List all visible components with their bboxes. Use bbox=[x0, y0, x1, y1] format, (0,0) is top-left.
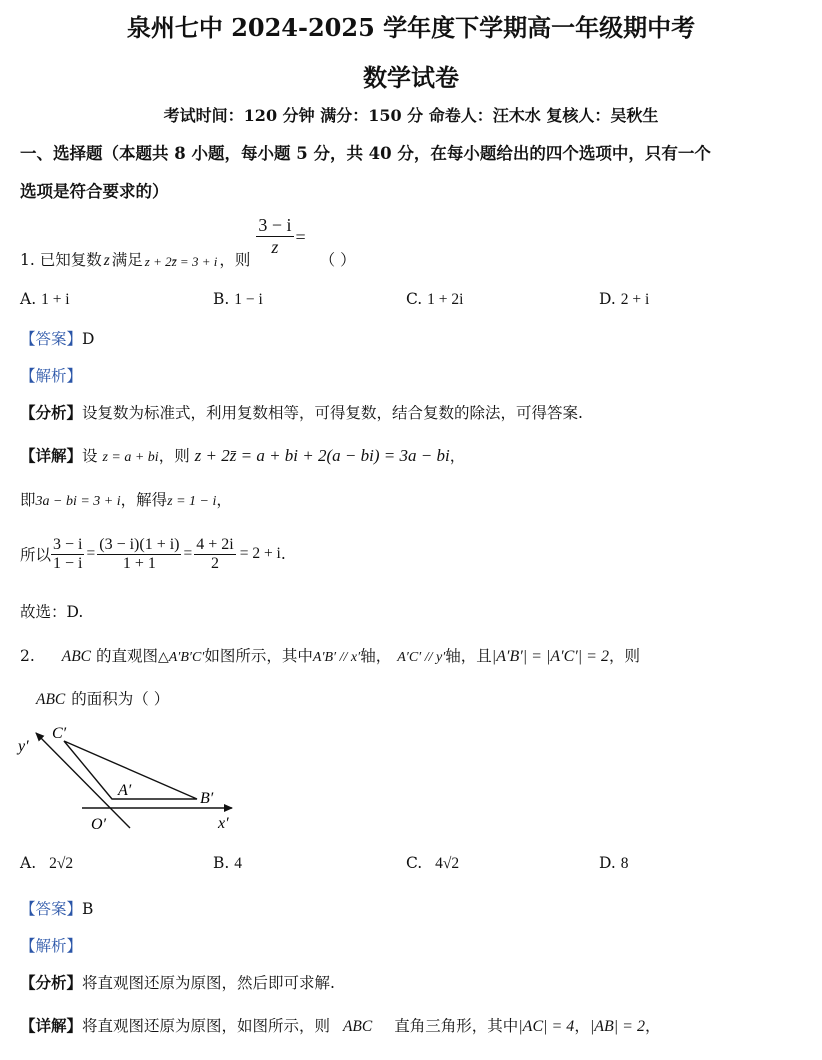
q1-var-z: z bbox=[103, 252, 110, 269]
label-a-prime: A′ bbox=[118, 782, 132, 799]
q2-analysis-tag: 【解析】 bbox=[20, 937, 83, 955]
label-x-prime: x′ bbox=[218, 815, 229, 832]
q2-stem-line1: 2. ABC 的直观图△A′B′C′如图所示，其中A′B′ // x′轴， A′C′ // y′轴，且|A′B′| = |A′C′| = 2，则 bbox=[20, 647, 640, 665]
q1-prefix: 1. 已知复数 bbox=[20, 251, 102, 269]
q2-figure bbox=[14, 720, 244, 836]
q1-d3-frac3: $\frac{4 + 2i}{2}$ bbox=[196, 535, 234, 572]
q1-mid: 满足 bbox=[111, 251, 143, 269]
q2-answer: 【答案】B bbox=[20, 900, 94, 918]
q1-detail-line3: 所以 $\frac{3 - i}{1 - i}$ = $\frac{(3 - i)(1 + i)}{1 + 1}$ = $\frac{4 + 2i}{2}$ = 2 + i . bbox=[20, 535, 286, 572]
q1-d3-frac1: $\frac{3 - i}{1 - i}$ bbox=[53, 535, 83, 572]
q1-option-c: C. 1 + 2i bbox=[406, 290, 464, 308]
q2-stem-line2: ABC 的面积为（ ） bbox=[36, 690, 170, 708]
q1-then: ，则 bbox=[219, 251, 251, 269]
q2-option-b: B. 4 bbox=[213, 854, 243, 872]
exam-meta: 考试时间：120 分钟 满分：150 分 命卷人：汪木水 复核人：吴秋生 bbox=[163, 106, 659, 125]
q1-paren: （ ） bbox=[319, 251, 356, 269]
q1-condition: z + 2z̄ = 3 + i bbox=[144, 254, 218, 269]
q1-fenxi: 【分析】设复数为标准式，利用复数相等，可得复数，结合复数的除法，可得答案. bbox=[20, 403, 583, 422]
label-o-prime: O′ bbox=[91, 816, 107, 833]
label-b-prime: B′ bbox=[200, 790, 214, 807]
q1-detail-line1: 【详解】设 z = a + bi，则 z + 2z̄ = a + bi + 2(a − bi) = 3a − bi， bbox=[20, 446, 466, 465]
label-c-prime: C′ bbox=[52, 725, 67, 742]
q2-option-c: C. 4√2 bbox=[406, 854, 460, 872]
exam-subtitle: 数学试卷 bbox=[363, 63, 459, 92]
q1-frac-num: 3 − i bbox=[258, 215, 292, 235]
q1-analysis-tag: 【解析】 bbox=[20, 367, 83, 385]
exam-title: 泉州七中 2024-2025 学年度下学期高一年级期中考 bbox=[126, 13, 696, 42]
q1-fraction bbox=[256, 215, 293, 258]
q1-choice: 故选：D. bbox=[20, 603, 84, 621]
q1-eq: = bbox=[295, 227, 306, 247]
q1-option-b: B. 1 − i bbox=[213, 290, 263, 308]
q2-option-a: A. 2√2 bbox=[20, 854, 74, 872]
section-heading-line2: 选项是符合要求的） bbox=[20, 182, 169, 201]
y-axis bbox=[36, 733, 130, 828]
q1-d3-frac2: $\frac{(3 - i)(1 + i)}{1 + 1}$ bbox=[99, 535, 180, 572]
q1-stem bbox=[20, 215, 356, 270]
q2-detail: 【详解】将直观图还原为原图，如图所示，则 ABC 直角三角形，其中|AC| = 4，|AB| = 2， bbox=[20, 1016, 661, 1035]
q1-detail-line2: 即3a − bi = 3 + i，解得z = 1 − i， bbox=[20, 491, 232, 509]
q1-frac-den: z bbox=[271, 237, 279, 257]
label-y-prime: y′ bbox=[18, 738, 29, 755]
q2-fenxi: 【分析】将直观图还原为原图，然后即可求解. bbox=[20, 973, 335, 992]
q2-option-d: D. 8 bbox=[599, 854, 629, 872]
q1-option-a: A. 1 + i bbox=[20, 290, 70, 308]
q1-answer: 【答案】D bbox=[20, 330, 95, 348]
q1-option-d: D. 2 + i bbox=[599, 290, 650, 308]
section-heading-line1: 一、选择题（本题共 8 小题，每小题 5 分，共 40 分，在每小题给出的四个选项中，只有一个 bbox=[20, 144, 711, 163]
